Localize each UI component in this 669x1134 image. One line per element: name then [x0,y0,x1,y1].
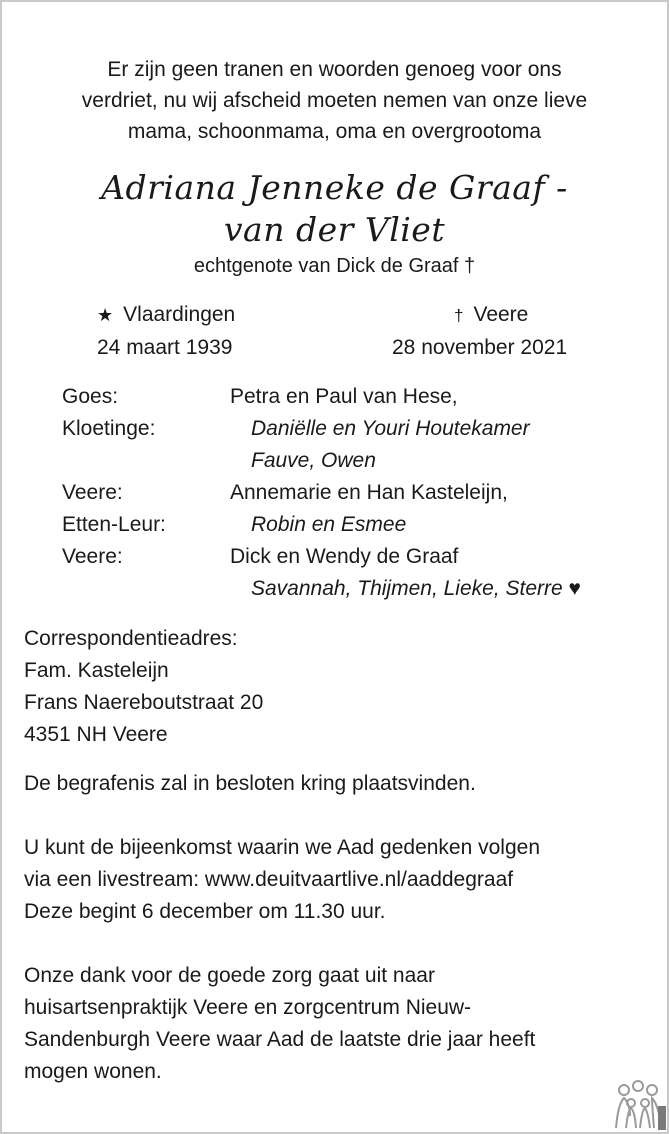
family-place: Kloetinge: [62,417,156,440]
correspondence-heading: Correspondentieadres: [24,627,238,650]
correspondence-street: Frans Naereboutstraat 20 [24,691,264,714]
thanks-line: Sandenburgh Veere waar Aad de laatste drie jaar heeft [24,1028,536,1051]
family-names: Annemarie en Han Kasteleijn, [230,481,508,504]
thanks-line: huisartsenpraktijk Veere en zorgcentrum Nieuw- [24,996,472,1019]
family-place: Veere: [62,545,123,568]
family-names: Dick en Wendy de Graaf [230,545,459,568]
cross-icon: † [454,306,464,325]
family-place: Etten-Leur: [62,513,166,536]
family-logo-icon [610,1076,668,1132]
intro-text [2,54,667,147]
death-date: 28 november 2021 [392,336,568,359]
correspondence-name: Fam. Kasteleijn [24,659,169,682]
birth-block [97,303,235,327]
family-place: Goes: [62,385,119,408]
intro-line: Er zijn geen tranen en woorden genoeg voor ons [107,58,562,81]
family-names: Robin en Esmee [251,513,407,536]
correspondence-city: 4351 NH Veere [24,723,168,746]
deceased-name-line-2: van der Vliet [223,210,446,249]
death-block [454,303,528,327]
deceased-name-line-1: Adriana Jenneke de Graaf - [101,168,568,207]
birth-place: Vlaardingen [123,303,236,326]
thanks-line: Onze dank voor de goede zorg gaat uit naar [24,964,435,987]
family-place: Veere: [62,481,123,504]
intro-line: mama, schoonmama, oma en overgrootoma [127,120,542,143]
star-icon: ★ [97,305,114,325]
birth-date: 24 maart 1939 [97,336,233,359]
spouse-line: echtgenote van Dick de Graaf † [193,255,476,277]
family-names: Fauve, Owen [251,449,376,472]
livestream-line: Deze begint 6 december om 11.30 uur. [24,900,386,923]
livestream-line: via een livestream: www.deuitvaartlive.nl/aaddegraaf [24,868,514,891]
death-place: Veere [473,303,529,326]
family-names: Daniëlle en Youri Houtekamer [251,417,530,440]
livestream-line: U kunt de bijeenkomst waarin we Aad gedenken volgen [24,836,540,859]
intro-line: verdriet, nu wij afscheid moeten nemen van onze lieve [81,89,588,112]
funeral-note: De begrafenis zal in besloten kring plaatsvinden. [24,772,476,795]
family-names: Petra en Paul van Hese, [230,385,458,408]
family-names: Savannah, Thijmen, Lieke, Sterre ♥ [251,577,581,600]
thanks-line: mogen wonen. [24,1060,162,1083]
